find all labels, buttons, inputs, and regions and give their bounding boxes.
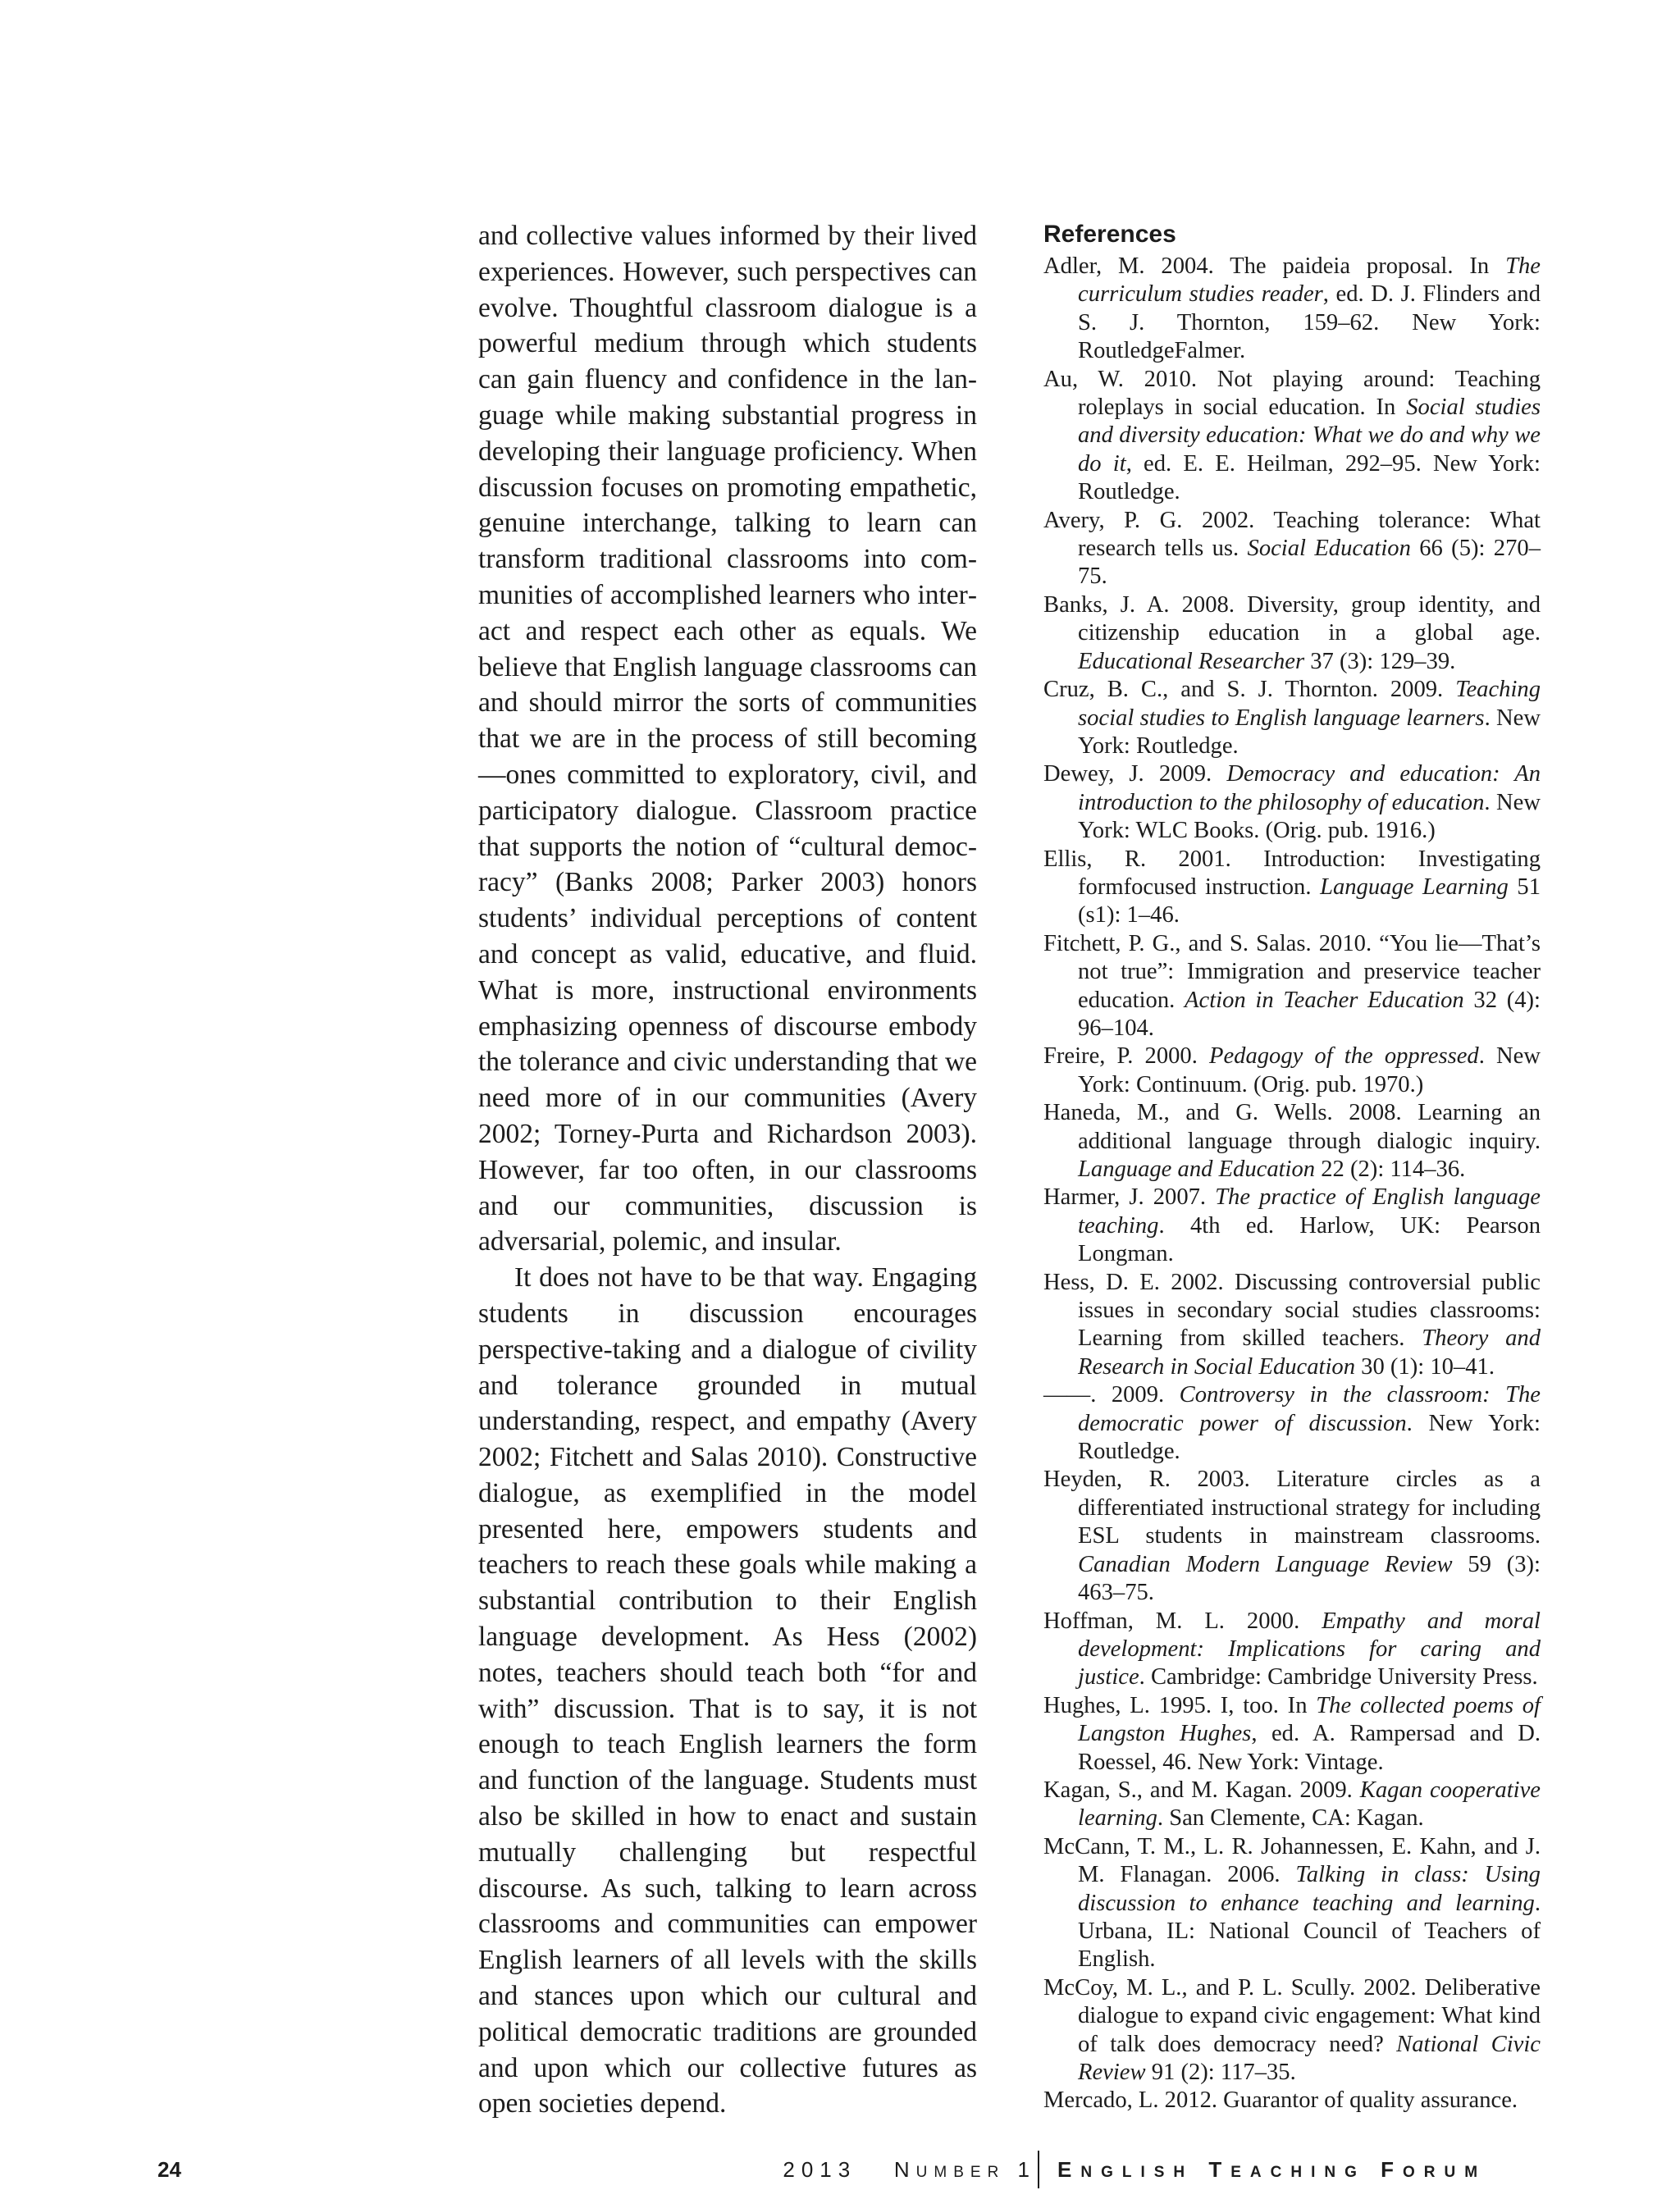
small-caps-text: ORUM — [1403, 2164, 1487, 2181]
references-heading: References — [1043, 221, 1176, 248]
reference-text: Heyden, R. 2003. Literature circles as a differentiated instructional strategy for including ESL students in mainstream classrooms. — [1043, 1467, 1541, 1549]
reference-entry — [1043, 930, 1541, 1043]
reference-entry — [1043, 2087, 1541, 2115]
reference-text: 59 (3): 463–75. — [1078, 1551, 1541, 1606]
reference-text: Adler, M. 2004. The paideia proposal. In — [1043, 253, 1506, 279]
footer-issue-number: 1 — [1017, 2157, 1036, 2182]
reference-entry — [1043, 591, 1541, 676]
reference-text: Dewey, J. 2009. — [1043, 761, 1227, 787]
small-caps-text: NGLISH — [1080, 2164, 1194, 2181]
reference-title: Pedagogy of the oppressed — [1208, 1043, 1479, 1070]
reference-title: National Civic Review — [1078, 2031, 1541, 2085]
reference-title: Empathy and moral development: Implications for caring and justice — [1078, 1608, 1541, 1690]
reference-entry — [1043, 1777, 1541, 1833]
reference-text: . Urbana, IL: National Council of Teachers of English. — [1078, 1890, 1541, 1973]
reference-title: Social studies and diversity education: What we do and why we do it — [1078, 395, 1541, 477]
reference-title: Teaching social studies to English language learners — [1078, 677, 1541, 731]
reference-title: Language Learning — [1320, 874, 1509, 900]
reference-text: Freire, P. 2000. — [1043, 1043, 1209, 1070]
reference-text: Kagan, S., and M. Kagan. 2009. — [1043, 1777, 1360, 1803]
reference-text: 37 (3): 129–39. — [1304, 648, 1456, 674]
reference-text: Haneda, M., and G. Wells. 2008. Learning an additional language through dialogic inquiry. — [1043, 1100, 1541, 1154]
reference-text: . New York: Routledge. — [1078, 705, 1541, 759]
reference-list — [1043, 253, 1541, 2115]
footer-issue — [783, 2157, 1036, 2183]
reference-title: Kagan cooperative learning — [1078, 1777, 1541, 1832]
body-text-column — [478, 218, 977, 2122]
reference-text: Banks, J. A. 2008. Diversity, group identity, and citizenship education in a global age. — [1043, 591, 1541, 646]
footer-issue-word — [894, 2157, 1005, 2182]
body-paragraph-2: It does not have to be that way. Engaging students in discussion encourages perspective-taking and a dialogue of civility and tolerance grounded in mutual understanding, respect, and empathy (Avery 2002; Fitchett and Salas 2010). Constructive dialogue, as exemplified in the model presented here, empowers students and teachers to reach these goals while making a substantial contribution to their English language development. As Hess (2002) notes, teachers should teach both “for and with” discussion. That is to say, it is not enough to teach English learners the form and function of the language. Students must also be skilled in how to enact and sustain mutually challenging but respectful discourse. As such, talking to learn across classrooms and communities can empower English learners of all levels with the skills and stances upon which our cultural and political democratic traditions are grounded and upon which our collective futures as open societies depend. — [478, 1262, 977, 2119]
page-number: 24 — [158, 2157, 181, 2182]
reference-title: The practice of English language teaching — [1078, 1184, 1541, 1239]
reference-title: Canadian Modern Language Review — [1078, 1551, 1453, 1577]
reference-text: Hoffman, M. L. 2000. — [1043, 1608, 1322, 1634]
footer-journal-name — [1057, 2157, 1486, 2183]
reference-text: , ed. E. E. Heilman, 292–95. New York: Routledge. — [1078, 450, 1541, 505]
reference-entry — [1043, 1269, 1541, 1382]
caps-text — [1194, 2157, 1208, 2182]
reference-entry — [1043, 1043, 1541, 1099]
reference-entry — [1043, 1833, 1541, 1974]
reference-text: 91 (2): 117–35. — [1145, 2060, 1296, 2085]
reference-text: ——. 2009. — [1043, 1382, 1180, 1408]
reference-text: Hess, D. E. 2002. Discussing controversial public issues in secondary social studies classrooms: Learning from skilled teachers. — [1043, 1269, 1541, 1352]
reference-entry — [1043, 253, 1541, 366]
reference-text: , ed. D. J. Flinders and S. J. Thornton, 159–62. New York: RoutledgeFalmer. — [1078, 281, 1541, 364]
reference-text: . San Clemente, CA: Kagan. — [1157, 1805, 1424, 1832]
reference-text: Ellis, R. 2001. Introduction: Investigating formfocused instruction. — [1043, 846, 1541, 900]
caps-text: N — [893, 2157, 916, 2182]
reference-text: . Cambridge: Cambridge University Press. — [1139, 1664, 1538, 1690]
reference-text: Harmer, J. 2007. — [1043, 1184, 1216, 1211]
reference-title: Talking in class: Using discussion to enhance teaching and learning — [1078, 1862, 1541, 1916]
reference-entry — [1043, 1381, 1541, 1466]
reference-text: Cruz, B. C., and S. J. Thornton. 2009. — [1043, 677, 1456, 703]
reference-text: 66 (5): 270–75. — [1078, 536, 1541, 590]
reference-title: Theory and Research in Social Education — [1078, 1325, 1541, 1380]
small-caps-text: EACHING — [1230, 2164, 1366, 2181]
reference-text: , ed. A. Rampersad and D. Roessel, 46. New York: Vintage. — [1078, 1721, 1541, 1775]
reference-entry — [1043, 1099, 1541, 1184]
reference-title: Educational Researcher — [1078, 648, 1305, 674]
reference-entry — [1043, 1974, 1541, 2087]
reference-text: 22 (2): 114–36. — [1315, 1157, 1466, 1182]
reference-title: Social Education — [1247, 536, 1411, 562]
footer-year: 2013 — [783, 2157, 857, 2182]
reference-title: Action in Teacher Education — [1185, 987, 1464, 1013]
reference-text: . New York: WLC Books. (Orig. pub. 1916.) — [1078, 789, 1541, 844]
reference-text: Hughes, L. 1995. I, too. In — [1043, 1692, 1317, 1718]
reference-text: 32 (4): 96–104. — [1078, 987, 1541, 1041]
reference-text: McCoy, M. L., and P. L. Scully. 2002. Deliberative dialogue to expand civic engagement: What kind of talk does democracy need? — [1043, 1974, 1541, 2057]
caps-text: F — [1381, 2157, 1403, 2182]
references-column — [1043, 218, 1541, 2115]
reference-title: Language and Education — [1078, 1157, 1316, 1182]
reference-text: 30 (1): 10–41. — [1355, 1353, 1495, 1380]
footer-divider — [1038, 2151, 1039, 2188]
reference-entry — [1043, 1466, 1541, 1607]
reference-text: . New York: Continuum. (Orig. pub. 1970.) — [1078, 1043, 1541, 1097]
reference-text: . New York: Routledge. — [1078, 1410, 1541, 1465]
small-caps-text: UMBER — [915, 2164, 1006, 2181]
reference-text: 51 (s1): 1–46. — [1078, 874, 1541, 928]
body-paragraph-1: and collective values informed by their lived experiences. However, such perspectives can evolve. Thoughtful classroom dialogue is a powerful medium through which students can gain fluency and confidence in the language while making substantial progress in developing their language proficiency. When discussion focuses on promoting empathetic, genuine interchange, talking to learn can transform traditional classrooms into communities of accomplished learners who interact and respect each other as equals. We believe that English language classrooms can and should mirror the sorts of communities that we are in the process of still becoming—ones committed to exploratory, civil, and participatory dialogue. Classroom practice that supports the notion of “cultural democracy” (Banks 2008; Parker 2003) honors students’ individual perceptions of content and concept as valid, educative, and fluid. What is more, instructional environments emphasizing openness of discourse embody the tolerance and civic understanding that we need more of in our communities (Avery 2002; Torney-Purta and Richardson 2003). However, far too often, in our classrooms and our communities, discussion is adversarial, polemic, and insular. — [478, 221, 977, 1257]
reference-text: Fitchett, P. G., and S. Salas. 2010. “You lie—That’s not true”: Immigration and preservice teacher education. — [1043, 930, 1541, 1013]
reference-entry — [1043, 760, 1541, 845]
reference-title: The collected poems of Langston Hughes — [1078, 1692, 1541, 1747]
reference-entry — [1043, 507, 1541, 591]
reference-entry — [1043, 366, 1541, 507]
reference-entry — [1043, 1184, 1541, 1268]
reference-text: Avery, P. G. 2002. Teaching tolerance: What research tells us. — [1043, 507, 1541, 562]
reference-title: Controversy in the classroom: The democratic power of discussion — [1078, 1382, 1541, 1436]
caps-text: E — [1057, 2157, 1081, 2182]
caps-text: T — [1208, 2157, 1231, 2182]
reference-entry — [1043, 1692, 1541, 1777]
reference-text: McCann, T. M., L. R. Johannessen, E. Kahn, and J. M. Flanagan. 2006. — [1043, 1833, 1541, 1888]
reference-entry — [1043, 1608, 1541, 1692]
reference-title: The curriculum studies reader — [1078, 253, 1541, 308]
reference-text: . 4th ed. Harlow, UK: Pearson Longman. — [1078, 1212, 1541, 1267]
reference-text: Mercado, L. 2012. Guarantor of quality assurance. — [1043, 2087, 1518, 2114]
caps-text — [1366, 2157, 1381, 2182]
page-footer — [0, 2157, 1680, 2190]
reference-title: Democracy and education: An introduction to the philosophy of education — [1078, 761, 1541, 815]
reference-text: Au, W. 2010. Not playing around: Teaching roleplays in social education. In — [1043, 366, 1541, 421]
reference-entry — [1043, 846, 1541, 930]
reference-entry — [1043, 676, 1541, 760]
